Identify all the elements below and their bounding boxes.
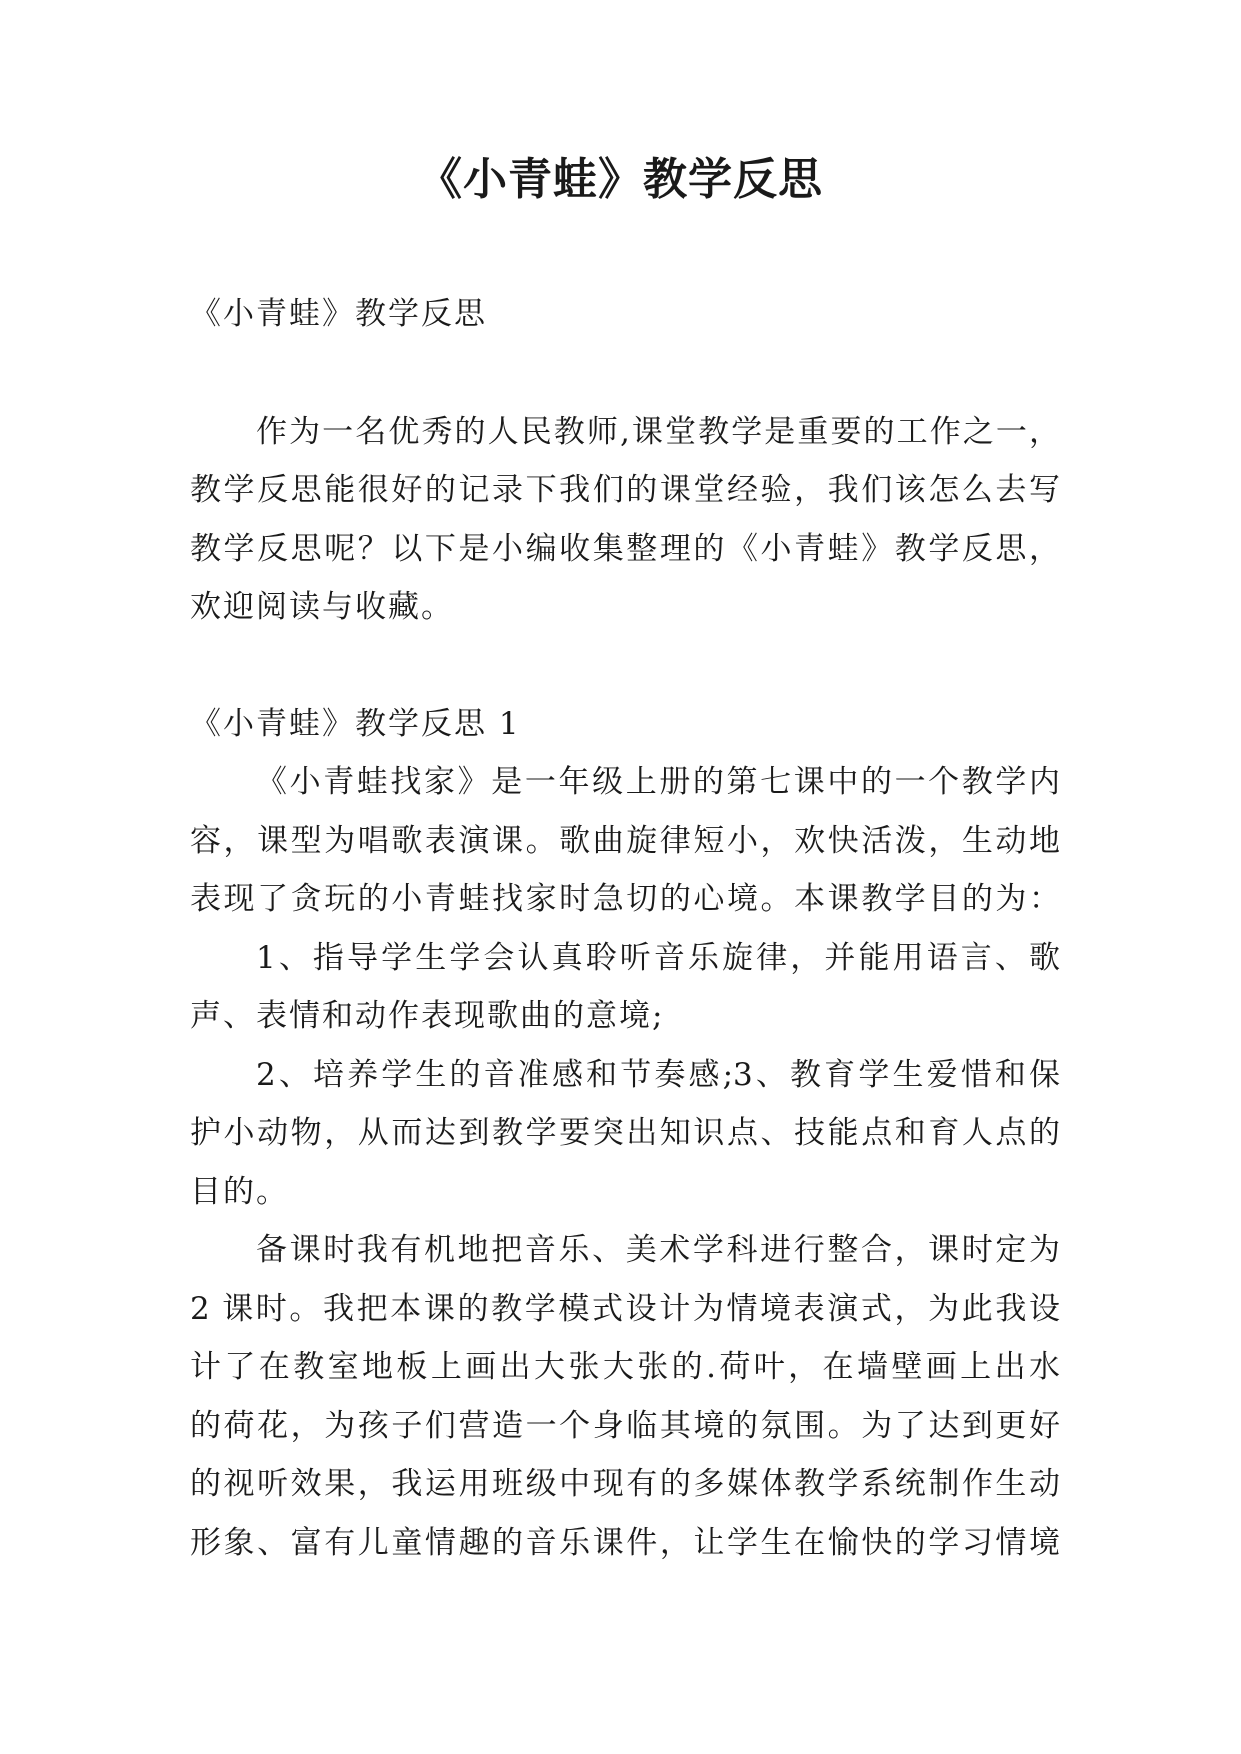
body-line-8: 目的。 bbox=[190, 1173, 289, 1210]
intro-line-4: 欢迎阅读与收藏。 bbox=[190, 589, 454, 625]
body-line-14: 形象、富有儿童情趣的音乐课件，让学生在愉快的学习情境 bbox=[190, 1524, 1060, 1561]
body-line-2: 容，课型为唱歌表演课。歌曲旋律短小，欢快活泼，生动地 bbox=[190, 822, 1060, 859]
body-line-5: 声、表情和动作表现歌曲的意境; bbox=[190, 998, 665, 1034]
body-line-9: 备课时我有机地把音乐、美术学科进行整合，课时定为 bbox=[256, 1232, 1060, 1268]
body-line-6: 2、培养学生的音准感和节奏感;3、教育学生爱惜和保 bbox=[256, 1056, 1060, 1093]
subtitle: 《小青蛙》教学反思 bbox=[190, 296, 487, 332]
body-line-10: 2 课时。我把本课的教学模式设计为情境表演式，为此我设 bbox=[190, 1290, 1060, 1327]
body-line-1: 《小青蛙找家》是一年级上册的第七课中的一个教学内 bbox=[256, 764, 1060, 800]
body-line-12: 的荷花，为孩子们营造一个身临其境的氛围。为了达到更好 bbox=[190, 1407, 1060, 1444]
body-line-3: 表现了贪玩的小青蛙找家时急切的心境。本课教学目的为： bbox=[190, 881, 1060, 917]
intro-line-3: 教学反思呢？以下是小编收集整理的《小青蛙》教学反思， bbox=[190, 530, 1060, 567]
intro-line-1: 作为一名优秀的人民教师,课堂教学是重要的工作之一， bbox=[256, 413, 1060, 450]
body-line-11: 计了在教室地板上画出大张大张的.荷叶，在墙壁画上出水 bbox=[190, 1349, 1060, 1385]
body-line-7: 护小动物，从而达到教学要突出知识点、技能点和育人点的 bbox=[190, 1115, 1060, 1151]
document-title: 《小青蛙》教学反思 bbox=[418, 154, 823, 205]
section-heading: 《小青蛙》教学反思 1 bbox=[190, 705, 521, 742]
body-line-4: 1、指导学生学会认真聆听音乐旋律，并能用语言、歌 bbox=[256, 939, 1060, 976]
document-body bbox=[190, 285, 1060, 1572]
body-line-13: 的视听效果，我运用班级中现有的多媒体教学系统制作生动 bbox=[190, 1466, 1060, 1502]
intro-line-2: 教学反思能很好的记录下我们的课堂经验，我们该怎么去写 bbox=[190, 472, 1060, 508]
